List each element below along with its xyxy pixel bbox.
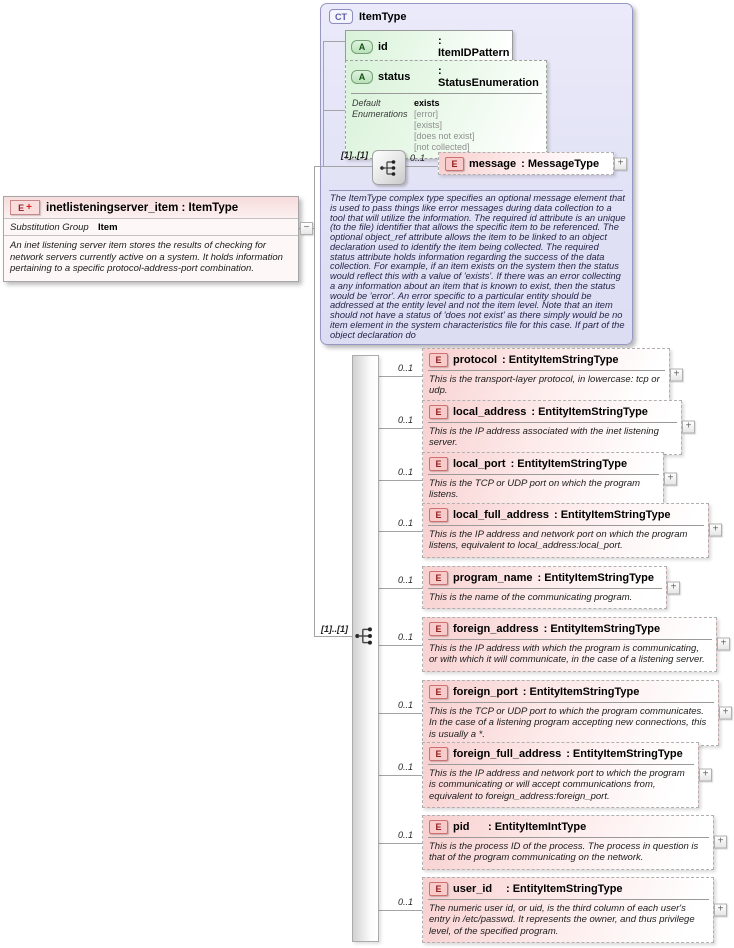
cardinality-label: 0..1: [397, 575, 413, 585]
element-icon: E: [429, 820, 448, 834]
default-label: Default: [352, 98, 381, 108]
status-enumerations: [414, 109, 475, 153]
element-type: : EntityItemStringType: [566, 748, 683, 760]
element-box-local_port[interactable]: [422, 452, 674, 507]
element-icon: E: [429, 685, 448, 699]
expand-button[interactable]: +: [667, 581, 680, 594]
enumeration-value: [does not exist]: [414, 131, 475, 141]
element-description: This is the process ID of the process. The process in question is that of the program communicating on the network.: [429, 841, 699, 864]
expand-button[interactable]: +: [709, 524, 722, 537]
cardinality-label: 0..1: [397, 700, 413, 710]
element-box-foreign_address[interactable]: [422, 617, 727, 672]
message-cardinality-label: 0..1: [410, 153, 426, 163]
connector-line: [404, 166, 438, 167]
attribute-icon: A: [351, 70, 373, 84]
element-type: : EntityItemStringType: [506, 883, 623, 895]
connector-line: [323, 41, 324, 167]
connector-line: [377, 428, 422, 429]
connector-line: [377, 713, 422, 714]
element-name: protocol: [453, 354, 497, 366]
element-type: : EntityItemStringType: [543, 623, 661, 635]
cardinality-label: 0..1: [397, 762, 413, 772]
element-title-row: [423, 504, 708, 525]
attribute-name: id: [378, 41, 388, 53]
connector-line: [377, 910, 422, 911]
element-icon: E: [429, 353, 448, 367]
element-title-row: [423, 618, 716, 639]
enumeration-value: [not collected]: [414, 142, 470, 152]
sequence-icon: [379, 158, 399, 178]
expand-button[interactable]: +: [717, 638, 730, 651]
root-element-box[interactable]: [3, 196, 299, 282]
element-type: : EntityItemStringType: [510, 458, 628, 470]
element-type: : EntityItemStringType: [522, 686, 640, 698]
element-description: This is the IP address and network port on which the program listens, equivalent to local_address:local_port.: [429, 529, 688, 552]
element-description: This is the name of the communicating program.: [429, 592, 633, 603]
element-box-pid[interactable]: [422, 815, 724, 870]
substitution-group-label: Substitution Group: [10, 222, 89, 233]
cardinality-label: 0..1: [397, 415, 413, 425]
element-title-row: [423, 681, 718, 702]
sequence-icon: [354, 625, 376, 647]
element-icon: E: [429, 622, 448, 636]
cardinality-label: 0..1: [397, 897, 413, 907]
element-description: This is the IP address associated with the inet listening server.: [429, 426, 659, 449]
expand-button[interactable]: +: [682, 421, 695, 434]
element-name: user_id: [453, 883, 493, 895]
element-name: foreign_full_address: [453, 748, 562, 760]
expand-button[interactable]: +: [699, 768, 712, 781]
enumeration-value: [error]: [414, 109, 439, 119]
connector-line: [323, 110, 345, 111]
element-icon: E: [429, 882, 448, 896]
attribute-type: : ItemIDPattern: [438, 35, 510, 59]
attribute-title-row: [346, 61, 546, 92]
attribute-icon: A: [351, 40, 373, 54]
complex-type-title: ItemType: [359, 10, 407, 23]
cardinality-label: 0..1: [397, 518, 413, 528]
attribute-box-status[interactable]: [345, 60, 547, 159]
expand-button[interactable]: +: [614, 157, 627, 170]
complex-type-separator: [329, 190, 623, 191]
connector-line: [377, 775, 422, 776]
element-title-row: [423, 878, 713, 899]
attribute-title-row: [346, 31, 512, 62]
element-title-row: [423, 743, 698, 764]
attribute-name: status: [378, 71, 411, 83]
element-icon: E: [429, 747, 448, 761]
connector-line: [314, 166, 315, 637]
element-type: : EntityItemStringType: [531, 406, 648, 418]
element-name: local_address: [453, 406, 527, 418]
element-title-row: [423, 401, 681, 422]
substitution-group-row: [4, 219, 298, 236]
element-name: message: [469, 158, 517, 170]
root-element-title: inetlisteningserver_item : ItemType: [46, 201, 239, 214]
facet-values: [414, 98, 475, 153]
connector-line: [377, 531, 422, 532]
element-icon: E: [445, 157, 464, 171]
connector-line: [377, 376, 422, 377]
element-description: This is the IP address and network port to which the program is communicating or will accept communications from, equivalent to foreign_address:foreign_port.: [429, 768, 685, 802]
connector-line: [377, 588, 422, 589]
element-icon: E: [429, 571, 448, 585]
element-description: This is the transport-layer protocol, in lowercase: tcp or udp.: [429, 374, 660, 397]
element-name: local_full_address: [453, 509, 549, 521]
element-box-message[interactable]: [438, 152, 624, 175]
sequence-cardinality-label: [1]..[1]: [321, 624, 348, 634]
connector-line: [323, 41, 345, 42]
enumerations-label: Enumerations: [352, 109, 408, 119]
collapse-button[interactable]: −: [300, 222, 313, 235]
sequence-compositor-button[interactable]: [372, 150, 406, 185]
cardinality-label: 0..1: [397, 467, 413, 477]
element-name: local_port: [453, 458, 506, 470]
attribute-separator: [351, 93, 542, 94]
complex-type-description: The ItemType complex type specifies an optional message element that is used to pass things like error messages during data collection to a tool that will utilize the information. The required id attribute is an unique (to the file) identifier that allows the specific item to be referenced. The optional object_ref attribute allows the item to be linked to an object declaration used to identify the item being collected. The required status attribute holds information regarding the success of the data collection. For example, if an item exists on the system then the status would reflect this with a value of 'exists'. If there was an error collecting a any information about an item that is known to exist, then the status would be 'error'. An error specific to a particular entity should be addressed at the entity level and not the item level. Note that an item should not have a status of 'does not exist' as there simply would be no item element in the system characteristics file for this case. If part of the object declaration do: [330, 194, 626, 339]
element-name: program_name: [453, 572, 533, 584]
cardinality-label: 0..1: [397, 632, 413, 642]
complex-type-title-row: [329, 9, 406, 24]
root-element-description: An inet listening server item stores the results of checking for network servers currently active on a system. It holds information pertaining to a specific protocol-address-port combination.: [10, 240, 283, 274]
attribute-type: : StatusEnumeration: [438, 65, 539, 89]
element-box-local_full_address[interactable]: [422, 503, 719, 558]
expand-button[interactable]: +: [714, 836, 727, 849]
element-title-row: [423, 567, 666, 588]
element-title-row: [439, 153, 613, 174]
sequence-bar: [352, 355, 379, 942]
expand-button[interactable]: +: [719, 706, 732, 719]
connector-line: [377, 843, 422, 844]
enumeration-value: [exists]: [414, 120, 443, 130]
element-type: : MessageType: [521, 158, 600, 170]
element-name: foreign_address: [453, 623, 539, 635]
element-name: pid: [453, 821, 470, 833]
element-type: : EntityItemIntType: [488, 821, 587, 833]
element-icon: E: [429, 405, 448, 419]
connector-line: [314, 636, 352, 637]
attribute-box-id[interactable]: [345, 30, 513, 63]
connector-line: [377, 480, 422, 481]
element-icon: E: [429, 457, 448, 471]
element-box-local_address[interactable]: [422, 400, 692, 455]
facet-labels: [352, 98, 414, 153]
element-box-foreign_full_address[interactable]: [422, 742, 709, 808]
expand-button[interactable]: +: [670, 369, 683, 382]
element-title-row: [423, 816, 713, 837]
root-element-title-row: [4, 197, 298, 219]
attribute-facets: [346, 96, 546, 158]
complex-type-icon: CT: [329, 9, 353, 24]
element-type: : EntityItemStringType: [537, 572, 655, 584]
expand-button[interactable]: +: [664, 473, 677, 486]
element-description: This is the TCP or UDP port on which the program listens.: [429, 478, 641, 501]
element-description: This is the IP address with which the program is communicating, or with which it will communicate, in the case of a listening server.: [429, 643, 705, 666]
element-title-row: [423, 453, 663, 474]
element-type: : EntityItemStringType: [502, 354, 619, 366]
element-icon: E: [429, 508, 448, 522]
cardinality-label: 0..1: [397, 830, 413, 840]
expand-button[interactable]: +: [714, 903, 727, 916]
element-type: : EntityItemStringType: [554, 509, 671, 521]
element-box-protocol[interactable]: [422, 348, 680, 403]
substitution-group-value: Item: [98, 222, 118, 233]
element-substitution-icon: E +: [10, 200, 40, 215]
cardinality-label: 0..1: [397, 363, 413, 373]
element-box-user_id[interactable]: [422, 877, 724, 943]
element-name: foreign_port: [453, 686, 518, 698]
element-description: This is the TCP or UDP port to which the program communicates. In the case of a listening program accepting new connections, this is usually a *.: [429, 706, 707, 740]
element-box-program_name[interactable]: [422, 566, 677, 609]
sequence-cardinality-label: [1]..[1]: [341, 150, 368, 160]
connector-line: [377, 645, 422, 646]
element-description: The numeric user id, or uid, is the third column of each user's entry in /etc/passwd. It represents the owner, and thus privilege level, of the specified program.: [429, 903, 695, 937]
element-title-row: [423, 349, 669, 370]
default-value: exists: [414, 98, 440, 108]
element-box-foreign_port[interactable]: [422, 680, 729, 746]
